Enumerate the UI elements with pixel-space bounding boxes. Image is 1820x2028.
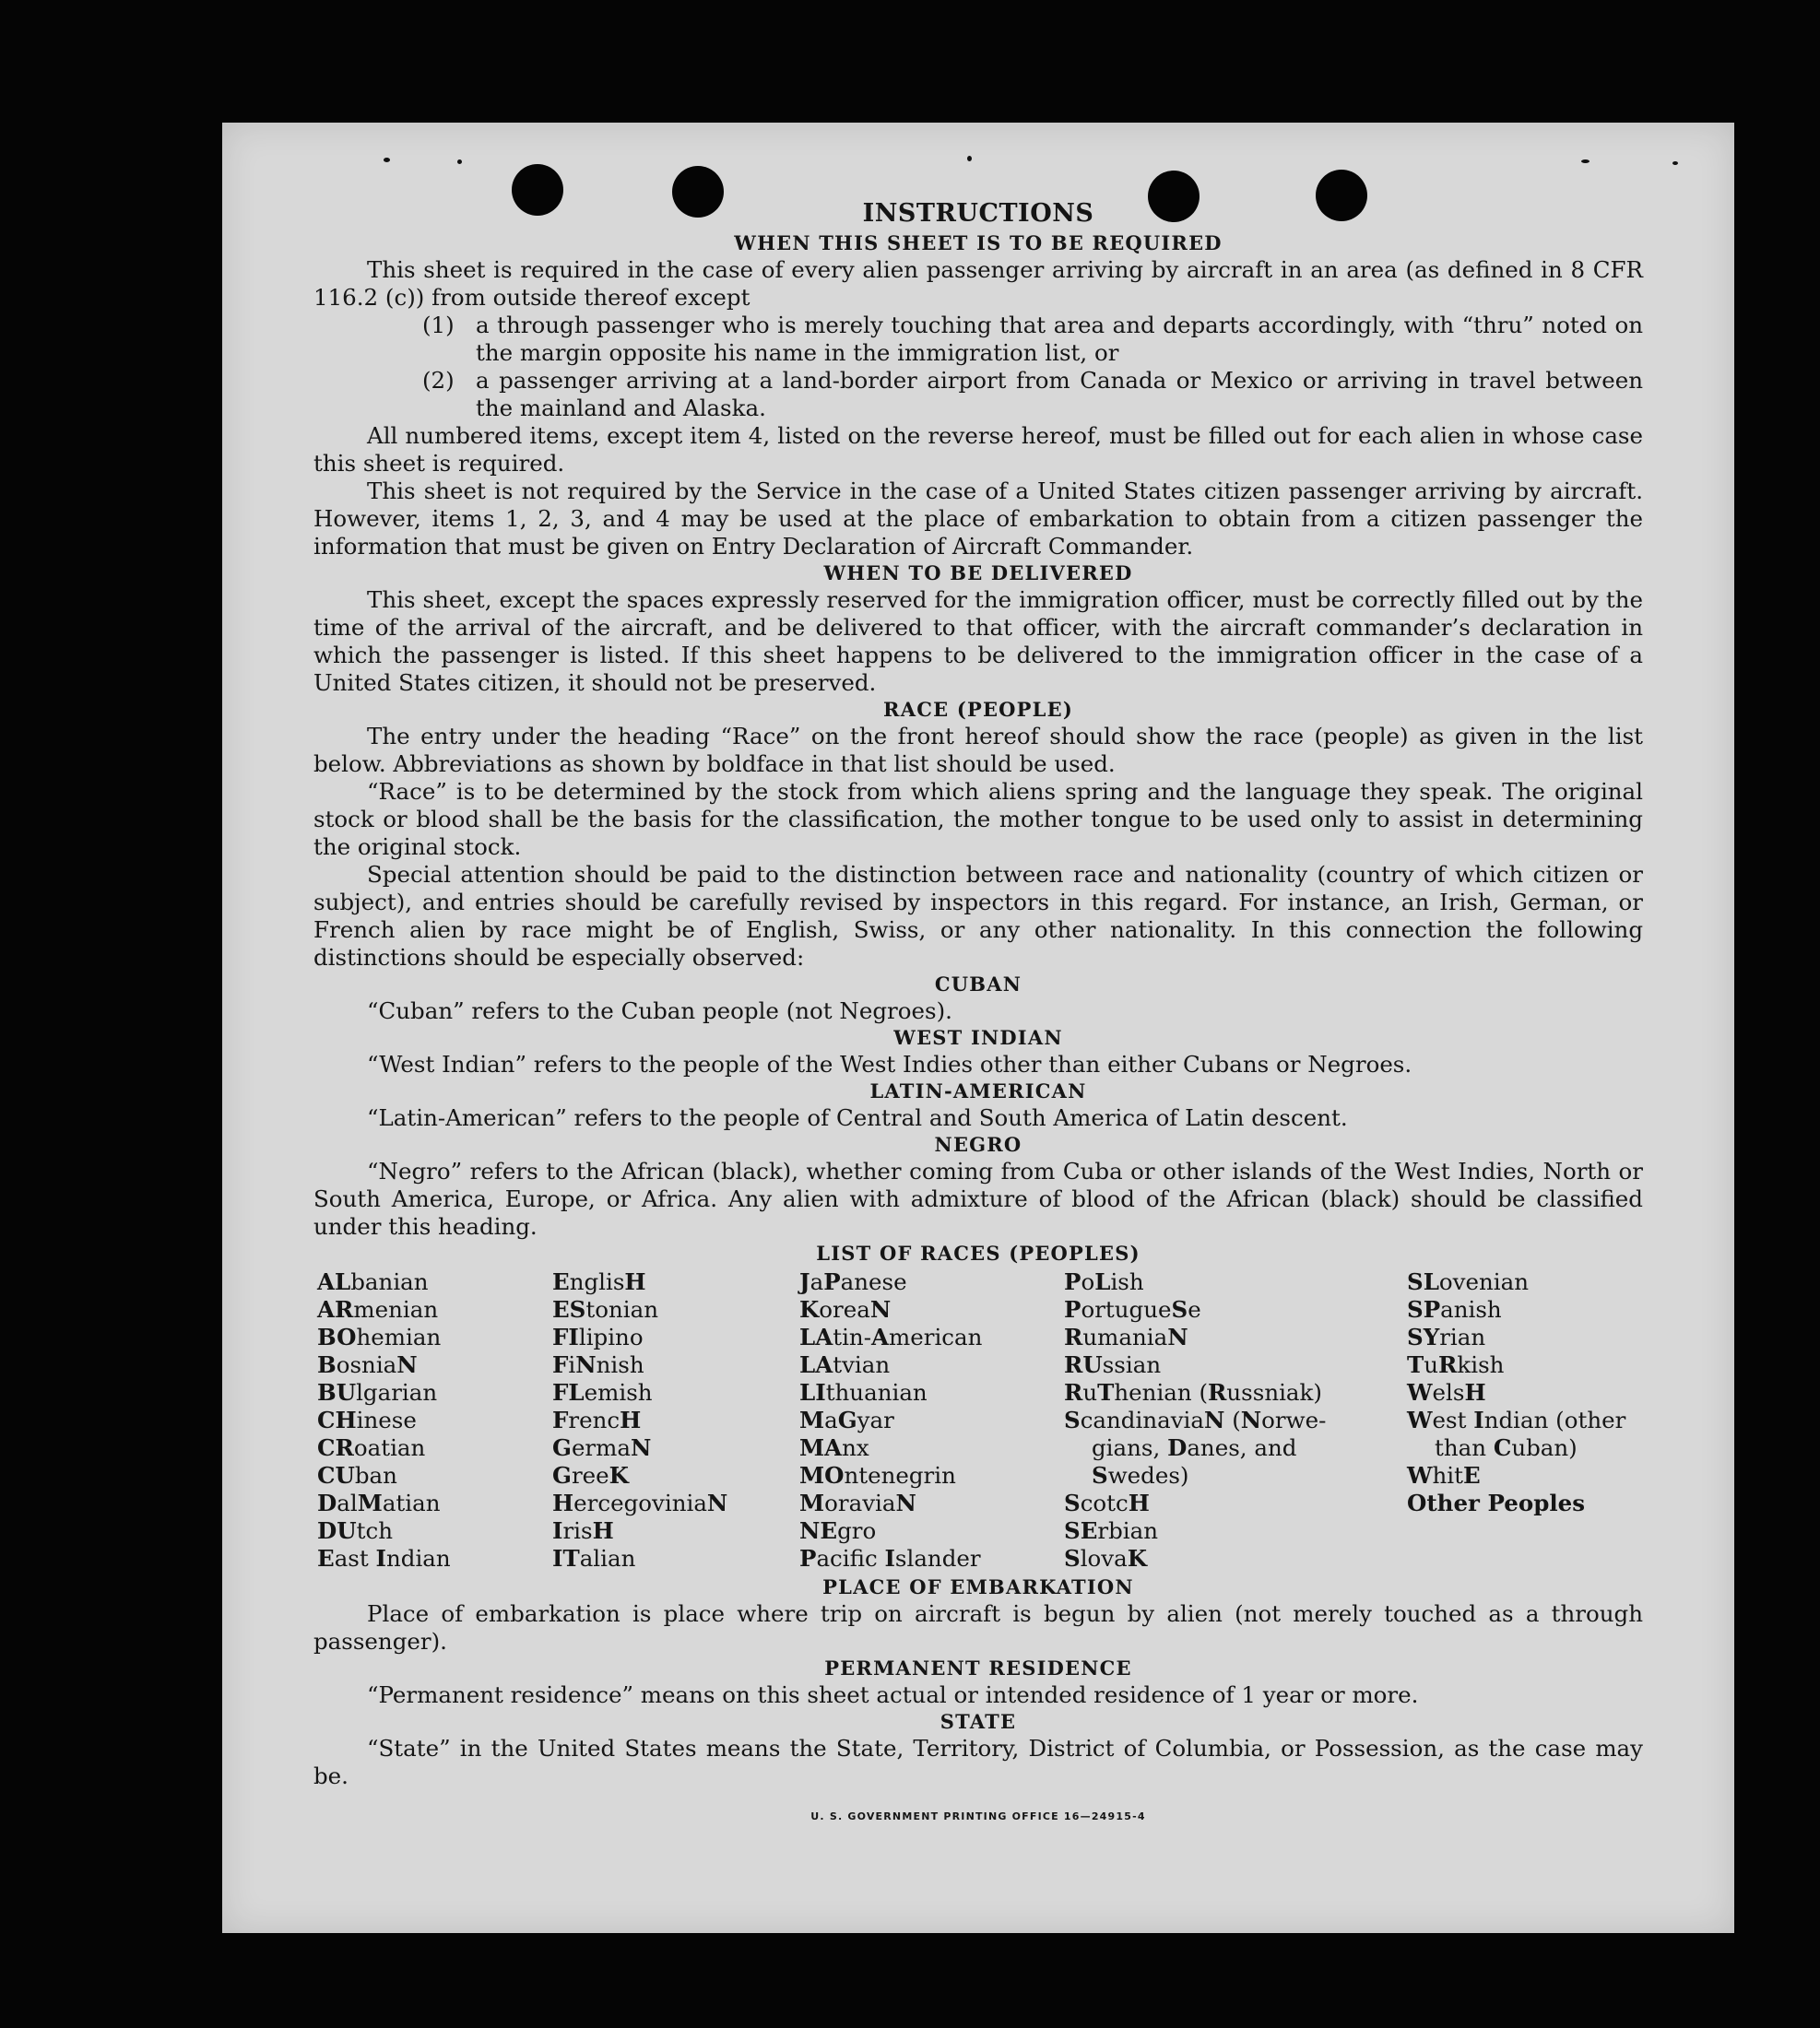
section-title-cuban: CUBAN	[934, 973, 1022, 996]
race-column-2	[552, 1268, 799, 1573]
exception-item-1	[313, 312, 1643, 367]
race-paragraph-3: Special attention should be paid to the distinction between race and nationality (country of which citizen or subject), and entries should be carefully revised by inspectors in this regard. For instance, an Irish, German, or French alien by race might be of English, Swiss, or any other nationality. In this connection the following distinctions should be especially observed:	[313, 861, 1643, 971]
race-entry: MAnx	[799, 1434, 869, 1461]
race-list	[313, 1268, 1643, 1573]
ink-speck	[967, 156, 972, 161]
race-entry: LIthuanian	[799, 1379, 928, 1406]
race-column-1	[317, 1268, 552, 1573]
race-entry: CUban	[317, 1462, 397, 1489]
race-column-3	[799, 1268, 1064, 1573]
ink-speck	[1581, 159, 1590, 163]
residence-paragraph: “Permanent residence” means on this sheet actual or intended residence of 1 year or more.	[367, 1681, 1419, 1708]
section-title-delivered: WHEN TO BE DELIVERED	[823, 561, 1133, 584]
ink-speck	[1672, 161, 1678, 165]
state-paragraph: “State” in the United States means the State, Territory, District of Columbia, or Possession, as the case may be.	[313, 1735, 1643, 1789]
section-title-required: WHEN THIS SHEET IS TO BE REQUIRED	[734, 231, 1223, 254]
race-entry: EStonian	[552, 1296, 658, 1323]
section-title-embarkation: PLACE OF EMBARKATION	[822, 1575, 1134, 1598]
exception-item-2-number: (2)	[422, 367, 455, 394]
printing-office-imprint: U. S. GOVERNMENT PRINTING OFFICE 16—24915-4	[810, 1810, 1146, 1822]
race-entry: FIlipino	[552, 1324, 644, 1350]
race-entry: ALbanian	[317, 1268, 429, 1295]
required-paragraph-3: This sheet is not required by the Service in the case of a United States citizen passenger arriving by aircraft. However, items 1, 2, 3, and 4 may be used at the place of embarkation to obtain from a citizen passenger the information that must be given on Entry Declaration of Aircraft Commander.	[313, 478, 1643, 560]
race-entry: RumaniaN	[1064, 1324, 1188, 1350]
race-entry: FrencH	[552, 1407, 642, 1433]
race-entry: KoreaN	[799, 1296, 892, 1323]
race-entry: BOhemian	[317, 1324, 442, 1350]
instructions-content	[313, 197, 1643, 1831]
negro-paragraph: “Negro” refers to the African (black), whether coming from Cuba or other islands of the West Indies, North or South America, Europe, or Africa. Any alien with admixture of blood of the African (black) should be classified under this heading.	[313, 1158, 1643, 1240]
exception-item-2-text: a passenger arriving at a land-border airport from Canada or Mexico or arriving in travel between the mainland and Alaska.	[476, 367, 1643, 421]
latin-american-paragraph: “Latin-American” refers to the people of Central and South America of Latin descent.	[367, 1104, 1348, 1131]
race-entry: IrisH	[552, 1517, 614, 1544]
race-entry: SPanish	[1407, 1296, 1502, 1323]
race-entry: FLemish	[552, 1379, 653, 1406]
race-entry: JaPanese	[799, 1268, 907, 1295]
embarkation-paragraph: Place of embarkation is place where trip on aircraft is begun by alien (not merely touched as a through passenger).	[313, 1600, 1643, 1655]
west-indian-paragraph: “West Indian” refers to the people of the West Indies other than either Cubans or Negroes.	[367, 1051, 1412, 1078]
race-entry: FiNnish	[552, 1351, 644, 1378]
race-list-title: LIST OF RACES (PEOPLES)	[816, 1242, 1140, 1265]
race-entry: CRoatian	[317, 1434, 426, 1461]
race-entry: CHinese	[317, 1407, 417, 1433]
section-title-negro: NEGRO	[934, 1133, 1022, 1156]
race-entry: PoLish	[1064, 1268, 1144, 1295]
race-entry: ITalian	[552, 1545, 636, 1572]
document-sheet	[222, 123, 1734, 1933]
race-entry-continued: than Cuban)	[1435, 1434, 1578, 1461]
race-entry: MoraviaN	[799, 1490, 916, 1516]
race-entry: ScotcH	[1064, 1490, 1150, 1516]
race-paragraph-2: “Race” is to be determined by the stock from which aliens spring and the language they speak. The original stock or blood shall be the basis for the classification, the mother tongue to be used only to assist in determining the original stock.	[313, 778, 1643, 860]
section-title-residence: PERMANENT RESIDENCE	[824, 1657, 1132, 1680]
section-title-race: RACE (PEOPLE)	[883, 698, 1073, 721]
race-entry: SLovenian	[1407, 1268, 1530, 1295]
cuban-paragraph: “Cuban” refers to the Cuban people (not Negroes).	[367, 997, 952, 1024]
race-entry: SlovaK	[1064, 1545, 1148, 1572]
race-entry: BosniaN	[317, 1351, 418, 1378]
race-entry-continued: Swedes)	[1092, 1462, 1189, 1489]
race-entry: WhitE	[1407, 1462, 1481, 1489]
race-entry: TuRkish	[1407, 1351, 1505, 1378]
race-entry: LAtvian	[799, 1351, 891, 1378]
race-entry: BUlgarian	[317, 1379, 438, 1406]
race-entry: SYrian	[1407, 1324, 1486, 1350]
race-entry: GreeK	[552, 1462, 629, 1489]
race-entry: ARmenian	[317, 1296, 439, 1323]
race-column-5	[1407, 1268, 1647, 1573]
ink-speck	[384, 158, 390, 162]
race-entry: NEgro	[799, 1517, 877, 1544]
race-entry: RUssian	[1064, 1351, 1162, 1378]
race-entry: PortugueSe	[1064, 1296, 1201, 1323]
race-entry: DUtch	[317, 1517, 393, 1544]
race-entry: RuThenian (Russniak)	[1064, 1379, 1322, 1406]
race-entry: GermaN	[552, 1434, 652, 1461]
race-entry: MOntenegrin	[799, 1462, 956, 1489]
ink-speck	[457, 159, 462, 164]
race-entry-continued: gians, Danes, and	[1092, 1434, 1297, 1461]
race-column-4	[1064, 1268, 1407, 1573]
race-entry: East Indian	[317, 1545, 451, 1572]
race-entry: HercegoviniaN	[552, 1490, 728, 1516]
exception-item-1-number: (1)	[422, 312, 455, 338]
section-title-state: STATE	[940, 1710, 1017, 1733]
race-entry: Other Peoples	[1407, 1490, 1586, 1516]
race-entry: West Indian (other	[1407, 1407, 1626, 1433]
section-title-west-indian: WEST INDIAN	[893, 1026, 1063, 1049]
race-entry: ScandinaviaN (Norwe-	[1064, 1407, 1327, 1433]
delivered-paragraph: This sheet, except the spaces expressly reserved for the immigration officer, must be correctly filled out by the time of the arrival of the aircraft, and be delivered to that officer, with the aircraft commander’s declaration in which the passenger is listed. If this sheet happens to be delivered to the immigration officer in the case of a United States citizen, it should not be preserved.	[313, 586, 1643, 696]
section-title-latin-american: LATIN-AMERICAN	[869, 1079, 1087, 1102]
page-title: INSTRUCTIONS	[862, 199, 1094, 228]
required-paragraph-1: This sheet is required in the case of every alien passenger arriving by aircraft in an area (as defined in 8 CFR 116.2 (c)) from outside thereof except	[313, 256, 1643, 311]
exception-item-2	[313, 367, 1643, 422]
exception-item-1-text: a through passenger who is merely touching that area and departs accordingly, with “thru” noted on the margin opposite his name in the immigration list, or	[476, 312, 1643, 366]
race-entry: LAtin-American	[799, 1324, 983, 1350]
race-entry: SErbian	[1064, 1517, 1158, 1544]
race-entry: Pacific Islander	[799, 1545, 981, 1572]
race-entry: EnglisH	[552, 1268, 646, 1295]
required-paragraph-2: All numbered items, except item 4, listed on the reverse hereof, must be filled out for each alien in whose case this sheet is required.	[313, 422, 1643, 477]
race-paragraph-1: The entry under the heading “Race” on the front hereof should show the race (people) as given in the list below. Abbreviations as shown by boldface in that list should be used.	[313, 723, 1643, 777]
race-entry: MaGyar	[799, 1407, 894, 1433]
race-entry: WelsH	[1407, 1379, 1486, 1406]
race-entry: DalMatian	[317, 1490, 441, 1516]
